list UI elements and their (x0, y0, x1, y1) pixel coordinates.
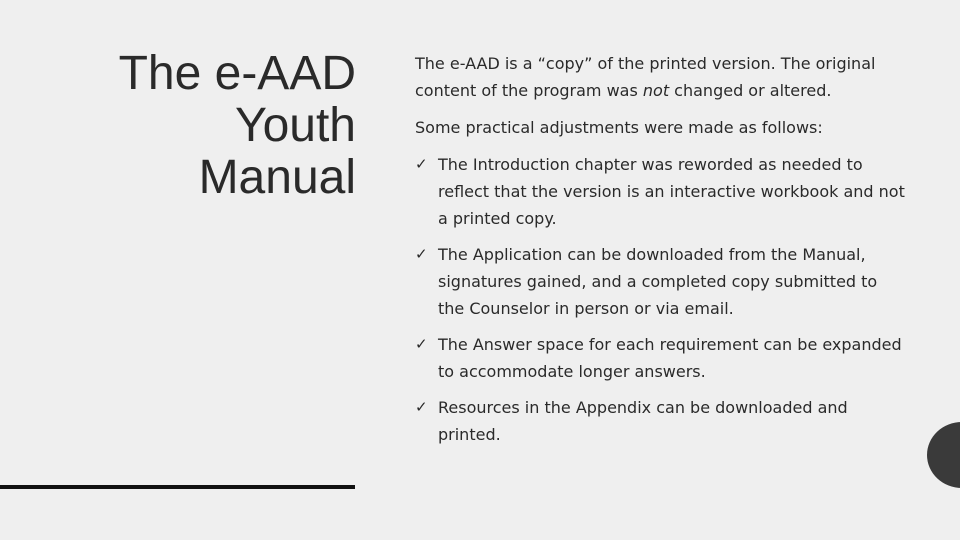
list-item-text: The Answer space for each requirement can be expanded to accommodate longer answers. (438, 335, 902, 381)
intro-emphasis: not (642, 81, 670, 100)
title-line-2: Youth (234, 99, 356, 152)
list-item (415, 151, 905, 232)
slide-body (415, 50, 905, 457)
list-item (415, 241, 905, 322)
adjustments-list (415, 151, 905, 448)
checkmark-icon: ✓ (415, 155, 428, 173)
checkmark-icon: ✓ (415, 335, 428, 353)
list-item-text: The Introduction chapter was reworded as needed to reflect that the version is an interactive workbook and not a printed copy. (438, 155, 905, 228)
list-item-text: Resources in the Appendix can be downloaded and printed. (438, 398, 848, 444)
list-item (415, 394, 905, 448)
checkmark-icon: ✓ (415, 245, 428, 263)
intro-paragraph (415, 50, 905, 104)
title-line-3: Manual (198, 151, 356, 204)
list-item (415, 331, 905, 385)
title-line-1: The e-AAD (118, 47, 356, 100)
list-item-text: The Application can be downloaded from the Manual, signatures gained, and a completed copy submitted to the Counselor in person or via email. (438, 245, 878, 318)
intro-text-before: The e-AAD is a “copy” of the printed version. The original content of the program was (415, 54, 876, 100)
adjustments-heading: Some practical adjustments were made as follows: (415, 118, 823, 137)
intro-text-after: changed or altered. (669, 81, 832, 100)
decorative-corner-circle (927, 422, 960, 488)
slide-title (56, 48, 356, 204)
title-underline-divider (0, 485, 355, 489)
checkmark-icon: ✓ (415, 398, 428, 416)
